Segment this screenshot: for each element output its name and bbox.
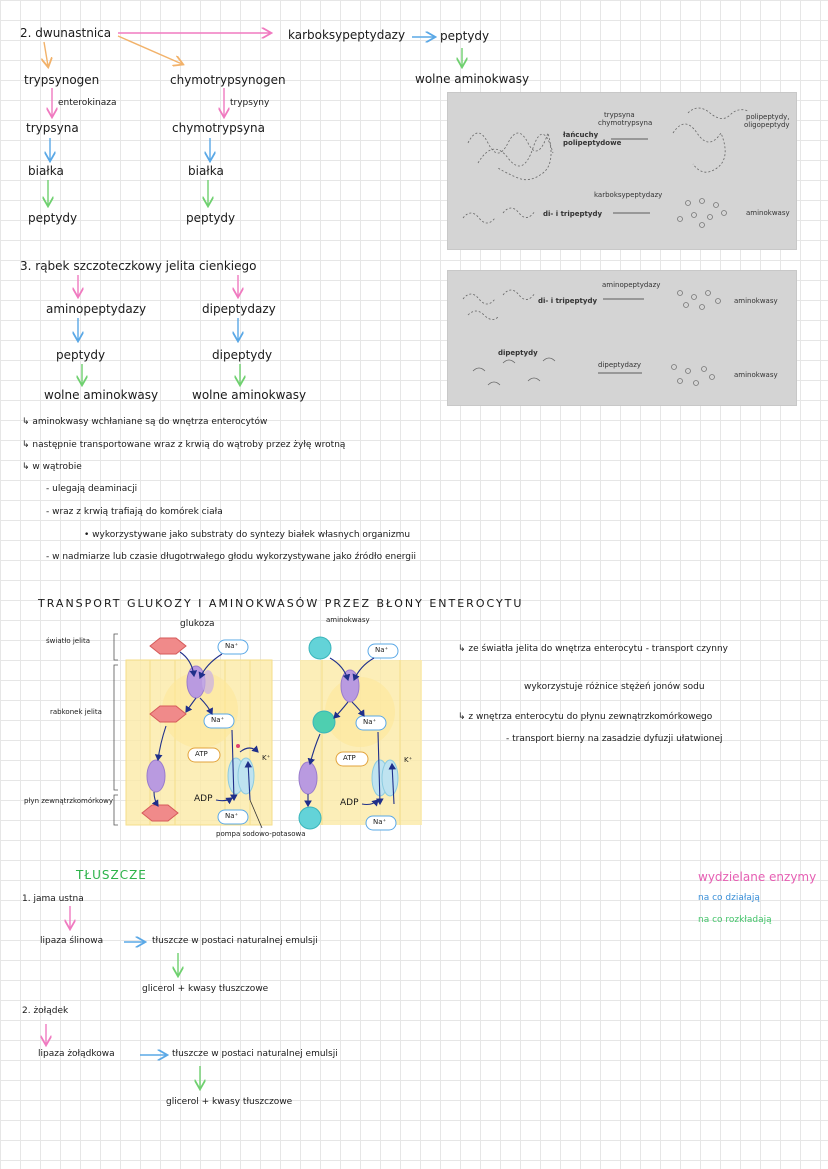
fats-title: TŁUSZCZE xyxy=(76,868,147,882)
pompa-label: pompa sodowo-potasowa xyxy=(216,830,306,838)
photo1-lancuchy: łańcuchy xyxy=(563,131,599,139)
legend-enzymes: wydzielane enzymy xyxy=(698,870,817,884)
peptydy-left-label: peptydy xyxy=(28,211,78,225)
wolne-aminokwasy-right: wolne aminokwasy xyxy=(192,388,307,402)
chymotrypsyna-label: chymotrypsyna xyxy=(172,121,266,135)
legend-substrates: na co działają xyxy=(698,893,760,903)
tluszcze-2-label: tłuszcze w postaci naturalnej emulsji xyxy=(172,1049,338,1059)
fats-section-1: 1. jama ustna xyxy=(22,894,84,904)
legend-products: na co rozkładają xyxy=(698,915,772,925)
transport-note-1: ↳ ze światła jelita do wnętrza enterocytu - transport czynny xyxy=(458,644,728,654)
transport-note-3: ↳ z wnętrza enterocytu do płynu zewnątrzkomórkowego xyxy=(458,712,713,722)
wolne-aminokwasy-left: wolne aminokwasy xyxy=(44,388,159,402)
glicerol-2-label: glicerol + kwasy tłuszczowe xyxy=(166,1097,293,1107)
section-2-title: 2. dwunastnica xyxy=(20,26,112,40)
photo2-dipeptydazy: dipeptydazy xyxy=(598,361,642,369)
photo2-aminokwasy-2: aminokwasy xyxy=(734,371,778,379)
note-3: ↳ w wątrobie xyxy=(22,462,82,472)
atp-label-2: ATP xyxy=(343,754,356,762)
k-label-1: K⁺ xyxy=(262,754,271,762)
trypsynogen-label: trypsynogen xyxy=(24,73,100,87)
photo2-aminokwasy-1: aminokwasy xyxy=(734,297,778,305)
photo1-karboksypeptydazy: karboksypeptydazy xyxy=(594,191,663,199)
na-label-5: Na⁺ xyxy=(363,718,377,726)
na-label-1: Na⁺ xyxy=(225,642,239,650)
peptydy-right-label: peptydy xyxy=(186,211,236,225)
photo1-chymotrypsyna: chymotrypsyna xyxy=(598,119,653,127)
glukoza-label: glukoza xyxy=(180,619,215,629)
photo1-oligopeptydy: oligopeptydy xyxy=(744,121,790,129)
na-label-6: Na⁺ xyxy=(373,818,387,826)
transport-note-2: wykorzystuje różnice stężeń jonów sodu xyxy=(524,682,705,692)
lipaza-slinowa-label: lipaza ślinowa xyxy=(40,936,104,946)
transport-note-4: - transport bierny na zasadzie dyfuzji ułatwionej xyxy=(506,734,723,744)
photo1-di-tripeptydy: di- i tripeptydy xyxy=(543,210,603,218)
lipaza-zoladkowa-label: lipaza żołądkowa xyxy=(38,1049,115,1059)
peptydy-top-label: peptydy xyxy=(440,29,490,43)
photo2-dipeptydy: dipeptydy xyxy=(498,349,538,357)
note-2: ↳ następnie transportowane wraz z krwią do wątroby przez żyłę wrotną xyxy=(22,440,346,450)
plyn-label: płyn zewnątrzkomórkowy xyxy=(24,797,113,805)
wolne-aminokwasy-top: wolne aminokwasy xyxy=(415,72,530,86)
enterokinaza-label: enterokinaza xyxy=(58,98,117,108)
swiatlo-jelita-label: światło jelita xyxy=(46,637,91,645)
na-label-4: Na⁺ xyxy=(375,646,389,654)
na-label-3: Na⁺ xyxy=(225,812,239,820)
note-5: - wraz z krwią trafiają do komórek ciała xyxy=(46,507,223,517)
peptydy-s3-label: peptydy xyxy=(56,348,106,362)
fats-section-2: 2. żołądek xyxy=(22,1006,69,1016)
na-label-2: Na⁺ xyxy=(211,716,225,724)
note-6: • wykorzystywane jako substraty do syntezy białek własnych organizmu xyxy=(84,530,411,540)
rabkonek-label: rabkonek jelita xyxy=(50,708,102,716)
photo2-di-tripeptydy: di- i tripeptydy xyxy=(538,297,598,305)
tluszcze-1-label: tłuszcze w postaci naturalnej emulsji xyxy=(152,936,318,946)
note-1: ↳ aminokwasy wchłaniane są do wnętrza enterocytów xyxy=(22,417,268,427)
photo2-aminopeptydazy: aminopeptydazy xyxy=(602,281,661,289)
bialka-right-label: białka xyxy=(188,164,224,178)
trypsyna-label: trypsyna xyxy=(26,121,79,135)
photo1-aminokwasy: aminokwasy xyxy=(746,209,790,217)
photo1-trypsyna: trypsyna xyxy=(604,111,635,119)
adp-label-2: ADP xyxy=(340,798,359,808)
aminokwasy-label: aminokwasy xyxy=(326,616,370,624)
photo1-polipeptydy: polipeptydy, xyxy=(746,113,790,121)
note-4: - ulegają deaminacji xyxy=(46,484,138,494)
aminopeptydazy-label: aminopeptydazy xyxy=(46,302,147,316)
section-3-title: 3. rąbek szczoteczkowy jelita cienkiego xyxy=(20,259,257,273)
chymotrypsynogen-label: chymotrypsynogen xyxy=(170,73,286,87)
note-7: - w nadmiarze lub czasie długotrwałego głodu wykorzystywane jako źródło energii xyxy=(46,552,416,562)
bialka-left-label: białka xyxy=(28,164,64,178)
dipeptydy-label: dipeptydy xyxy=(212,348,273,362)
dipeptydazy-label: dipeptydazy xyxy=(202,302,276,316)
atp-label-1: ATP xyxy=(195,750,208,758)
glicerol-1-label: glicerol + kwasy tłuszczowe xyxy=(142,984,269,994)
karboksypeptydazy-label: karboksypeptydazy xyxy=(288,28,406,42)
photo1-polipeptydowe: polipeptydowe xyxy=(563,139,622,147)
k-label-2: K⁺ xyxy=(404,756,413,764)
trypsyny-label: trypsyny xyxy=(230,98,270,108)
adp-label-1: ADP xyxy=(194,794,213,804)
transport-title: TRANSPORT GLUKOZY I AMINOKWASÓW PRZEZ BŁONY ENTEROCYTU xyxy=(38,597,524,610)
